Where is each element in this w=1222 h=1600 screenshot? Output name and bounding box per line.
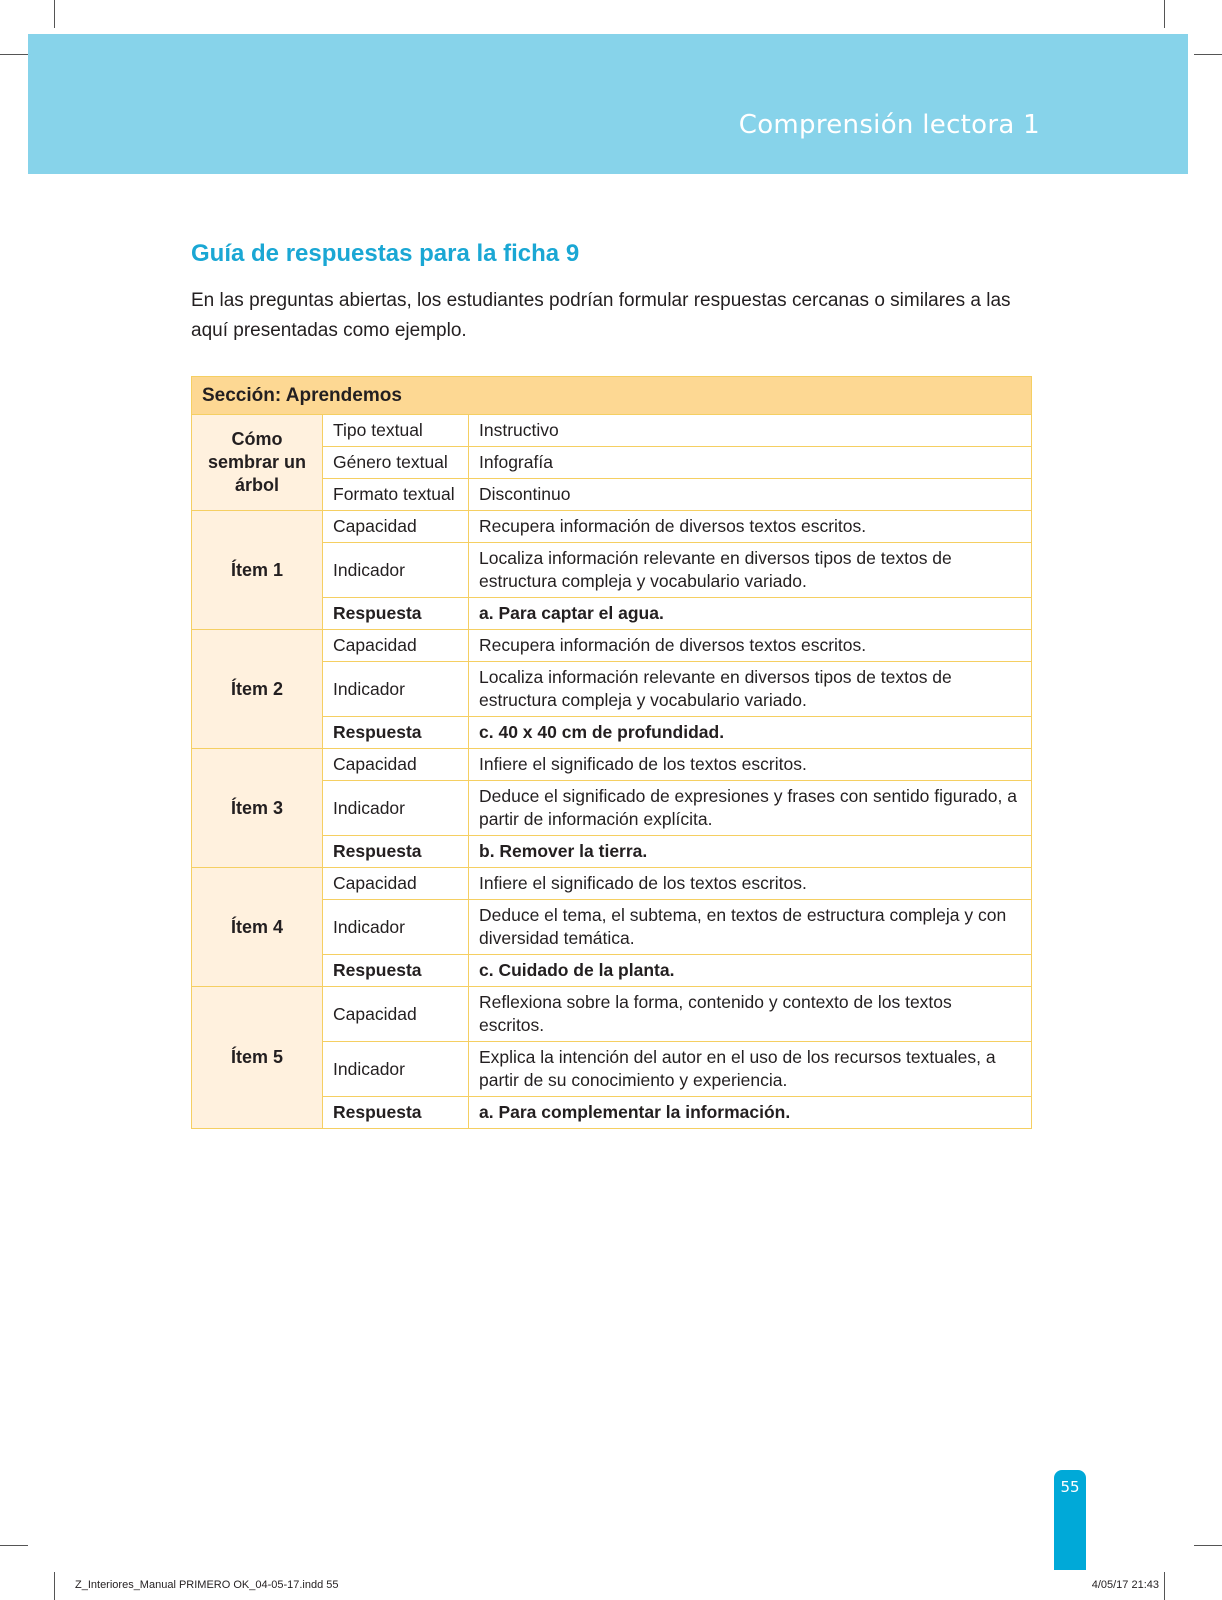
guide-title: Guía de respuestas para la ficha 9 (191, 240, 580, 267)
row-value: Discontinuo (469, 479, 1032, 511)
respuesta-label: Respuesta (323, 598, 469, 630)
respuesta-label: Respuesta (323, 836, 469, 868)
header-title: Comprensión lectora 1 (738, 110, 1040, 140)
section-header-row (192, 377, 1032, 415)
indicador-value: Explica la intención del autor en el uso de los recursos textuales, a partir de su conocimiento y experiencia. (469, 1042, 1032, 1097)
indicador-label: Indicador (323, 662, 469, 717)
guide-intro: En las preguntas abiertas, los estudiantes podrían formular respuestas cercanas o similares a las aquí presentadas como ejemplo. (191, 290, 1011, 341)
item-name-cell: Ítem 2 (192, 630, 323, 749)
capacidad-value: Reflexiona sobre la forma, contenido y contexto de los textos escritos. (469, 987, 1032, 1042)
table-row (192, 987, 1032, 1042)
footer-filename: Z_Interiores_Manual PRIMERO OK_04-05-17.indd 55 (75, 1579, 339, 1591)
capacidad-value: Infiere el significado de los textos escritos. (469, 868, 1032, 900)
table-row (192, 868, 1032, 900)
respuesta-label: Respuesta (323, 717, 469, 749)
row-label: Formato textual (323, 479, 469, 511)
indicador-value: Localiza información relevante en diversos tipos de textos de estructura compleja y vocabulario variado. (469, 543, 1032, 598)
crop-mark (1164, 0, 1165, 28)
section-title: Sección: Aprendemos (192, 377, 1032, 415)
header-band (28, 34, 1188, 174)
respuesta-value: c. Cuidado de la planta. (469, 955, 1032, 987)
crop-mark (0, 1545, 28, 1546)
capacidad-value: Recupera información de diversos textos escritos. (469, 511, 1032, 543)
indicador-label: Indicador (323, 900, 469, 955)
indicador-label: Indicador (323, 1042, 469, 1097)
item-name-cell: Ítem 3 (192, 749, 323, 868)
crop-mark (54, 1572, 55, 1600)
footer-date: 4/05/17 21:43 (1091, 1579, 1159, 1591)
capacidad-label: Capacidad (323, 630, 469, 662)
capacidad-label: Capacidad (323, 987, 469, 1042)
crop-mark (54, 0, 55, 28)
capacidad-label: Capacidad (323, 868, 469, 900)
item-name-cell: Ítem 4 (192, 868, 323, 987)
crop-mark (0, 54, 28, 55)
indicador-value: Localiza información relevante en diversos tipos de textos de estructura compleja y vocabulario variado. (469, 662, 1032, 717)
table-row (192, 749, 1032, 781)
respuesta-label: Respuesta (323, 1097, 469, 1129)
crop-mark (1194, 54, 1222, 55)
table-row (192, 630, 1032, 662)
item-name-cell: Ítem 5 (192, 987, 323, 1129)
answers-table (191, 376, 1032, 1129)
respuesta-value: c. 40 x 40 cm de profundidad. (469, 717, 1032, 749)
capacidad-label: Capacidad (323, 749, 469, 781)
respuesta-value: a. Para captar el agua. (469, 598, 1032, 630)
page-number: 55 (1060, 1478, 1080, 1496)
indicador-value: Deduce el significado de expresiones y frases con sentido figurado, a partir de información explícita. (469, 781, 1032, 836)
respuesta-value: b. Remover la tierra. (469, 836, 1032, 868)
item-name-cell: Ítem 1 (192, 511, 323, 630)
indicador-value: Deduce el tema, el subtema, en textos de estructura compleja y con diversidad temática. (469, 900, 1032, 955)
indicador-label: Indicador (323, 543, 469, 598)
crop-mark (1194, 1545, 1222, 1546)
capacidad-value: Recupera información de diversos textos escritos. (469, 630, 1032, 662)
indicador-label: Indicador (323, 781, 469, 836)
row-label: Género textual (323, 447, 469, 479)
row-value: Infografía (469, 447, 1032, 479)
capacidad-value: Infiere el significado de los textos escritos. (469, 749, 1032, 781)
capacidad-label: Capacidad (323, 511, 469, 543)
row-label: Tipo textual (323, 415, 469, 447)
table-row (192, 511, 1032, 543)
crop-mark (1164, 1572, 1165, 1600)
respuesta-value: a. Para complementar la información. (469, 1097, 1032, 1129)
text-name-cell: Cómo sembrar un árbol (192, 415, 323, 511)
row-value: Instructivo (469, 415, 1032, 447)
respuesta-label: Respuesta (323, 955, 469, 987)
table-row (192, 415, 1032, 447)
